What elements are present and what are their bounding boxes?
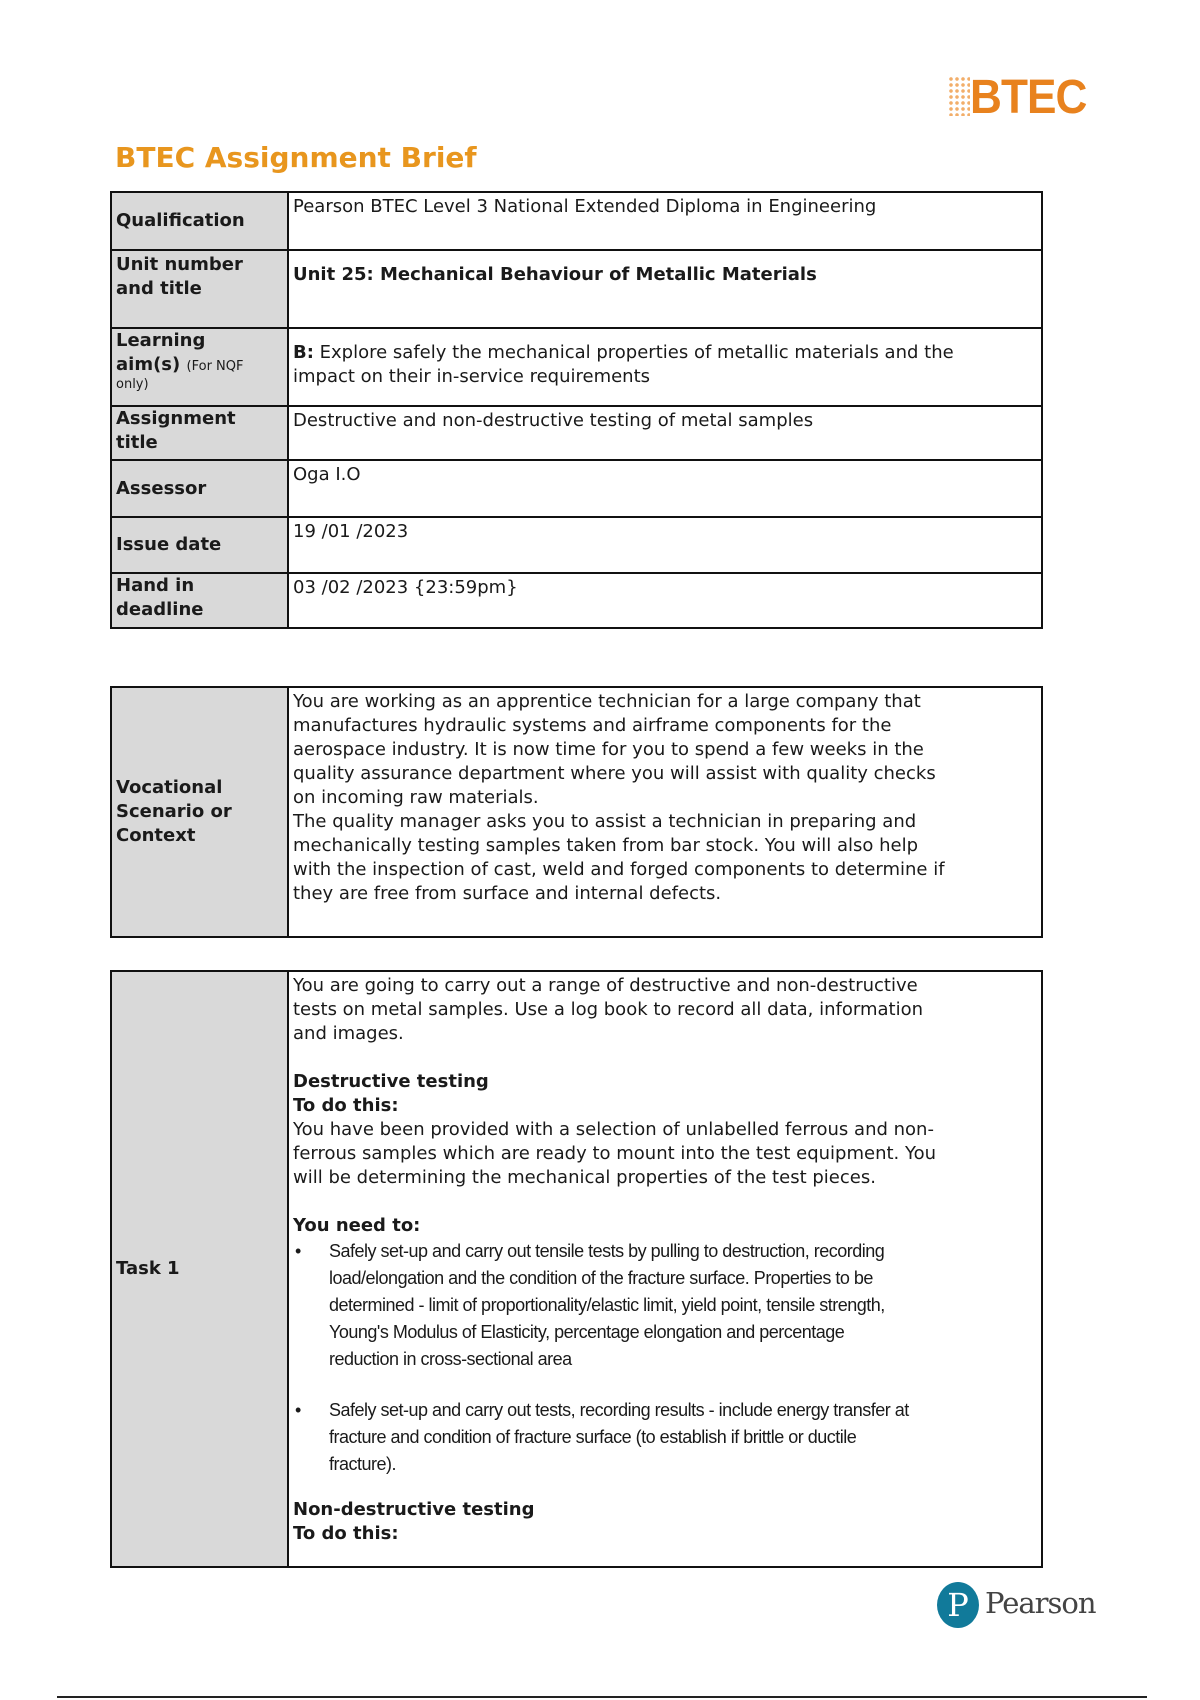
row-qualification [112, 193, 1041, 249]
aim-line: Explore safely the mechanical properties of metallic materials and the [313, 342, 954, 363]
btec-logo [948, 70, 1093, 122]
label-unit-line: Unit number [116, 254, 243, 275]
bullet-icon: • [295, 1241, 301, 1261]
btec-logo-text: BTEC [970, 71, 1087, 124]
label-issue-date: Issue date [112, 518, 289, 572]
task1-table [110, 970, 1043, 1568]
aim-prefix: B: [293, 342, 314, 363]
destructive-heading: Destructive testing [293, 1071, 489, 1092]
text-line: ferrous samples which are ready to mount into the test equipment. You [293, 1143, 937, 1164]
text-line: Safely set-up and carry out tests, recording results - include energy transfer at [329, 1400, 909, 1420]
pearson-mark-icon: P [937, 1582, 979, 1628]
text-line: load/elongation and the condition of the fracture surface. Properties to be [329, 1268, 873, 1288]
text-line: will be determining the mechanical properties of the test pieces. [293, 1167, 876, 1188]
label-line: Scenario or [116, 801, 232, 822]
row-assessor [112, 459, 1041, 516]
bullet-item [293, 1238, 1037, 1373]
task1-content [289, 972, 1041, 1566]
label-line: Vocational [116, 777, 223, 798]
text-line: You have been provided with a selection of unlabelled ferrous and non- [293, 1119, 934, 1140]
value-deadline: 03 /02 /2023 {23:59pm} [293, 577, 518, 598]
text-line: quality assurance department where you will assist with quality checks [293, 763, 936, 784]
value-unit: Unit 25: Mechanical Behaviour of Metallic Materials [293, 264, 817, 285]
text-line: You are going to carry out a range of destructive and non-destructive [293, 975, 918, 996]
scenario-table [110, 686, 1043, 938]
value-issue-date: 19 /01 /2023 [293, 521, 409, 542]
need-heading: You need to: [293, 1215, 421, 1236]
text-line: manufactures hydraulic systems and airframe components for the [293, 715, 892, 736]
label-line: aim(s) [116, 354, 181, 375]
label-line: Context [116, 825, 196, 846]
todo-heading: To do this: [293, 1095, 399, 1116]
pearson-logo [937, 1582, 1097, 1628]
bullet-item [293, 1397, 1037, 1478]
row-learning-aim [112, 327, 1041, 405]
pearson-logo-text: Pearson [985, 1586, 1096, 1620]
btec-dots-icon [948, 76, 970, 116]
text-line: fracture). [329, 1454, 397, 1474]
text-line: Safely set-up and carry out tensile tests by pulling to destruction, recording [329, 1241, 885, 1261]
value-qualification: Pearson BTEC Level 3 National Extended Diploma in Engineering [293, 196, 877, 217]
label-note: (For NQF [186, 359, 244, 374]
label-learning-aim [112, 329, 289, 405]
label-qualification: Qualification [112, 193, 289, 249]
label-assignment-title [112, 407, 289, 459]
value-assignment-title: Destructive and non-destructive testing of metal samples [293, 410, 814, 431]
text-line: You are working as an apprentice technician for a large company that [293, 691, 921, 712]
label-unit [112, 251, 289, 327]
label-line: Learning [116, 330, 206, 351]
aim-line: impact on their in-service requirements [293, 366, 651, 387]
text-line: aerospace industry. It is now time for you to spend a few weeks in the [293, 739, 924, 760]
bullet-list [293, 1238, 1037, 1478]
page-title: BTEC Assignment Brief [115, 141, 477, 174]
label-line: Hand in [116, 575, 195, 596]
label-assessor: Assessor [112, 461, 289, 516]
destructive-text [293, 1118, 1037, 1190]
label-line: title [116, 432, 158, 453]
nondestructive-heading: Non-destructive testing [293, 1499, 535, 1520]
text-line: fracture and condition of fracture surface (to establish if brittle or ductile [329, 1427, 857, 1447]
scenario-text [289, 688, 1041, 936]
text-line: on incoming raw materials. [293, 787, 539, 808]
text-line: they are free from surface and internal defects. [293, 883, 722, 904]
label-scenario [112, 688, 289, 936]
value-assessor: Oga I.O [293, 464, 361, 485]
text-line: determined - limit of proportionality/elastic limit, yield point, tensile strength, [329, 1295, 885, 1315]
bullet-icon: • [295, 1400, 301, 1420]
row-assignment-title [112, 405, 1041, 459]
text-line: and images. [293, 1023, 404, 1044]
text-line: mechanically testing samples taken from bar stock. You will also help [293, 835, 919, 856]
text-line: with the inspection of cast, weld and forged components to determine if [293, 859, 945, 880]
row-unit [112, 249, 1041, 327]
label-line: deadline [116, 599, 204, 620]
value-learning-aim [289, 329, 1041, 405]
text-line: tests on metal samples. Use a log book to record all data, information [293, 999, 923, 1020]
label-task1: Task 1 [112, 972, 289, 1566]
task-intro [293, 974, 1037, 1046]
row-scenario [112, 688, 1041, 936]
label-line: Assignment [116, 408, 236, 429]
row-issue-date [112, 516, 1041, 572]
text-line: reduction in cross-sectional area [329, 1349, 572, 1369]
label-deadline [112, 574, 289, 627]
label-note-2: only) [116, 377, 149, 392]
text-line: Young's Modulus of Elasticity, percentage elongation and percentage [329, 1322, 845, 1342]
todo-heading-2: To do this: [293, 1523, 399, 1544]
row-deadline [112, 572, 1041, 627]
row-task1 [112, 972, 1041, 1566]
info-table [110, 191, 1043, 629]
bottom-divider [57, 1696, 1147, 1698]
text-line: The quality manager asks you to assist a technician in preparing and [293, 811, 917, 832]
label-unit-line: and title [116, 278, 202, 299]
